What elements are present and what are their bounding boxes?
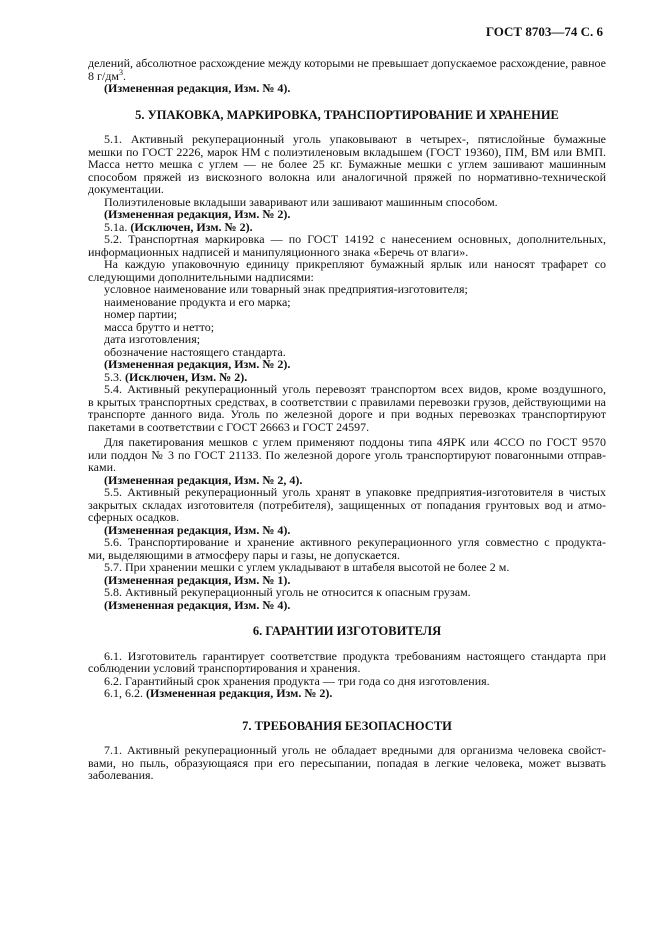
amendment-note: (Измененная редакция, Изм. № 4). (104, 522, 291, 537)
text-line: На каждую упаковочную единицу прикрепляют бумажный ярлык или наносят трафарет со (104, 257, 606, 271)
clause-number: 5.3. (104, 369, 122, 384)
amendment-note: (Измененная редакция, Изм. № 2). (104, 207, 291, 221)
text: 8 г/дм (88, 68, 119, 83)
text-line: ками. (88, 460, 116, 474)
document-body (88, 57, 606, 782)
text-line (88, 687, 606, 700)
text-line: в крытых транспортных средствах, в соответствии с правилами перевозки грузов, действующими на (88, 394, 606, 409)
amendment-note: (Измененная редакция, Изм. № 4). (104, 81, 291, 95)
amendment-note: (Измененная редакция, Изм. № 1). (104, 572, 291, 587)
amendment-note: (Измененная редакция, Изм. № 2, 4). (104, 472, 303, 487)
amendment-note: (Исключен, Изм. № 2). (125, 369, 248, 384)
amendment-note: (Измененная редакция, Изм. № 2). (146, 686, 333, 700)
text-line: 5.2. Транспортная маркировка — по ГОСТ 14192 с нанесением основных, дополнительных, (104, 232, 606, 246)
text-line: заболевания. (88, 768, 154, 782)
text-line: способом пряжей из вискозного волокна или аналогичной пряжей по нормативно-технической (88, 169, 606, 184)
text-line: пакетами в соответствии с ГОСТ 26663 и ГОСТ 24597. (88, 419, 370, 434)
text-line: транспорте данного вида. Уголь по железной дороге и при водных перевозках транспортируют (88, 407, 606, 421)
text-line: 7.1. Активный рекуперационный уголь не обладает вредными для организма человека свойст- (104, 743, 606, 757)
text-line: 5.5. Активный рекуперационный уголь хранят в упаковке предприятия-изготовителя в чистых (104, 485, 606, 499)
text-line: Полиэтиленовые вкладыши заваривают или зашивают машинным способом. (104, 194, 498, 209)
text-line: 5.1. Активный рекуперационный уголь упаковывают в четырех-, пятислойные бумажные (104, 132, 606, 146)
text-line: делений, абсолютное расхождение между которыми не превышает допускаемое расхождение, равное (88, 56, 606, 70)
text-line: сферных осадков. (88, 510, 180, 524)
list-item: обозначение настоящего стандарта. (104, 344, 286, 359)
text-line: информационных надписей и манипуляционного знака «Беречь от влаги». (88, 244, 469, 259)
section-7-heading: 7. ТРЕБОВАНИЯ БЕЗОПАСНОСТИ (242, 718, 452, 733)
clause-number: 5.1а. (104, 219, 128, 234)
amendment-note: (Измененная редакция, Изм. № 4). (104, 597, 291, 612)
text-line: ми, выделяющими в атмосферу пары и газы, не допускается. (88, 547, 400, 562)
text-line: следующими дополнительными надписями: (88, 269, 314, 284)
amendment-note: (Исключен, Изм. № 2). (130, 219, 253, 234)
text-line: 6.1. Изготовитель гарантирует соответствие продукта требованиям настоящего стандарта при (104, 648, 606, 663)
text-line: документации. (88, 182, 164, 196)
amendment-note: (Измененная редакция, Изм. № 2). (104, 357, 291, 371)
clause-number: 6.1, 6.2. (104, 686, 143, 700)
list-item: условное наименование или товарный знак предприятия-изготовителя; (104, 282, 468, 296)
text: . (122, 68, 126, 83)
superscript: 3 (118, 67, 123, 77)
section-6-heading: 6. ГАРАНТИИ ИЗГОТОВИТЕЛЯ (252, 624, 442, 638)
text-line: мешки по ГОСТ 2226, марок НМ с полиэтиленовым вкладышем (ГОСТ 19360), ПМ, ВМ или ВМП. (88, 144, 606, 159)
text-line: Для пакетирования мешков с углем применяют поддоны типа 4ЯРК или 4ССО по ГОСТ 9570 (104, 435, 606, 449)
text-line: закрытых складах изготовителя (потребителя), защищенных от попадания грунтовых вод и атмо- (88, 497, 606, 512)
text-line: 6.2. Гарантийный срок хранения продукта — три года со дня изготовления. (104, 673, 490, 688)
text-line: соблюдении условий транспортирования и хранения. (88, 661, 361, 675)
section-5-heading: 5. УПАКОВКА, МАРКИРОВКА, ТРАНСПОРТИРОВАНИЕ И ХРАНЕНИЕ (135, 107, 559, 122)
text-line: 5.4. Активный рекуперационный уголь перевозят транспортом всех видов, кроме воздушного, (104, 382, 606, 396)
text-line: вами, но пыль, образующаяся при его пересыпании, попадая в легкие человека, может вызвать (88, 755, 606, 770)
list-item: номер партии; (104, 307, 178, 321)
text-line: или поддон № 3 по ГОСТ 21133. По железной дороге уголь транспортируют повагонными отправ- (88, 447, 606, 462)
text-line: 5.8. Активный рекуперационный уголь не относится к опасным грузам. (104, 585, 471, 599)
page-header: ГОСТ 8703—74 С. 6 (485, 24, 603, 39)
text-line: Масса нетто мешка с углем — не более 25 кг. Бумажные мешки с углем зашивают машинным (88, 157, 606, 171)
list-item: масса брутто и нетто; (104, 319, 215, 334)
text-line: 5.6. Транспортирование и хранение активного рекуперационного угля совместно с продукта- (104, 535, 606, 549)
list-item: наименование продукта и его марка; (104, 294, 291, 309)
text-line: 5.7. При хранении мешки с углем укладывают в штабеля высотой не более 2 м. (104, 560, 510, 574)
list-item: дата изготовления; (104, 332, 201, 346)
